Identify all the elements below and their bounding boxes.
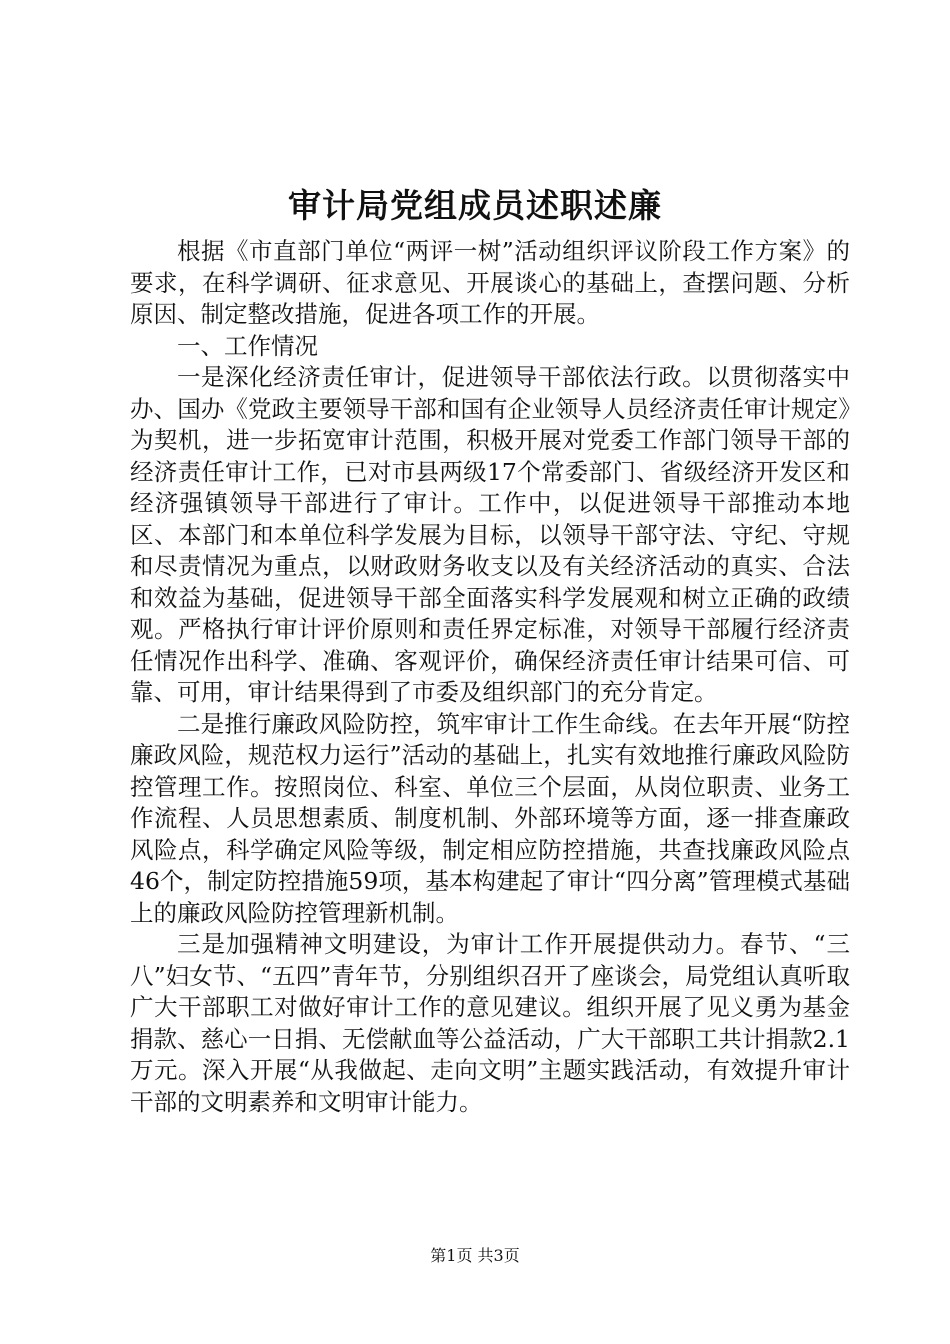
section-heading: 一、工作情况: [177, 331, 318, 360]
paragraph-economic-audit: 一是深化经济责任审计，促进领导干部依法行政。以贯彻落实中办、国办《党政主要领导干部和国有企业领导人员经济责任审计规定》为契机，进一步拓宽审计范围，积极开展对党委工作部门领导干部的经济责任审计工作，已对市县两级17个常委部门、省级经济开发区和经济强镇领导干部进行了审计。工作中，以促进领导干部推动本地区、本部门和本单位科学发展为目标，以领导干部守法、守纪、守规和尽责情况为重点，以财政财务收支以及有关经济活动的真实、合法和效益为基础，促进领导干部全面落实科学发展观和树立正确的政绩观。严格执行审计评价原则和责任界定标准，对领导干部履行经济责任情况作出科学、准确、客观评价，确保经济责任审计结果可信、可靠、可用，审计结果得到了市委及组织部门的充分肯定。: [130, 363, 850, 706]
page-number-footer: 第1页 共3页: [430, 1246, 520, 1265]
paragraph-risk-control: 二是推行廉政风险防控，筑牢审计工作生命线。在去年开展“防控廉政风险，规范权力运行”活动的基础上，扎实有效地推行廉政风险防控管理工作。按照岗位、科室、单位三个层面，从岗位职责、业务工作流程、人员思想素质、制度机制、外部环境等方面，逐一排查廉政风险点，科学确定风险等级，制定相应防控措施，共查找廉政风险点46个，制定防控措施59项，基本构建起了审计“四分离”管理模式基础上的廉政风险防控管理新机制。: [130, 709, 850, 927]
document-body: [130, 236, 850, 1118]
intro-paragraph: 根据《市直部门单位“两评一树”活动组织评议阶段工作方案》的要求，在科学调研、征求意见、开展谈心的基础上，查摆问题、分析原因、制定整改措施，促进各项工作的开展。: [130, 237, 850, 328]
document-title: 审计局党组成员述职述廉: [288, 186, 662, 225]
paragraph-civilization: 三是加强精神文明建设，为审计工作开展提供动力。春节、“三八”妇女节、“五四”青年节，分别组织召开了座谈会，局党组认真听取广大干部职工对做好审计工作的意见建议。组织开展了见义勇为基金捐款、慈心一日捐、无偿献血等公益活动，广大干部职工共计捐款2.1万元。深入开展“从我做起、走向文明”主题实践活动，有效提升审计干部的文明素养和文明审计能力。: [130, 930, 850, 1116]
